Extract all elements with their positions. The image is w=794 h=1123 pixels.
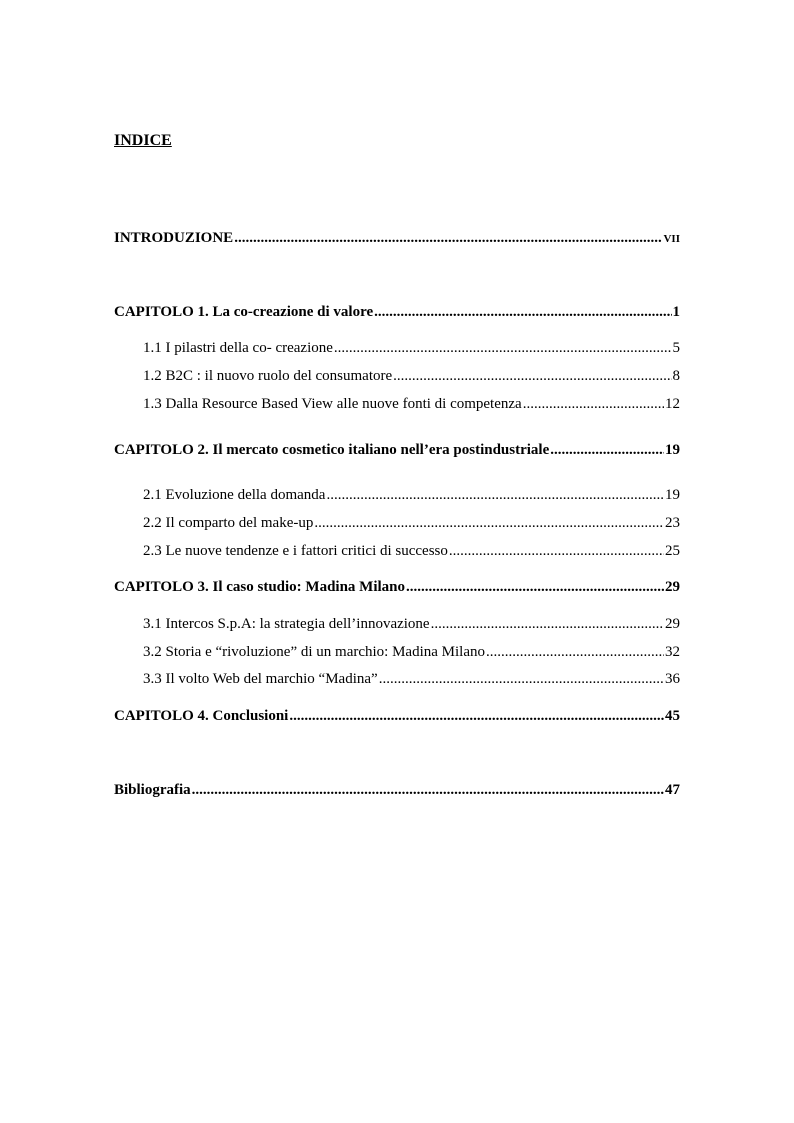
toc-entry-page: 25 xyxy=(665,543,680,559)
dot-leader xyxy=(406,577,664,597)
toc-entry-chapter-4[interactable] xyxy=(114,706,680,726)
toc-entry-page: 32 xyxy=(665,644,680,660)
toc-entry-label: CAPITOLO 3. Il caso studio: Madina Milano xyxy=(114,579,406,595)
toc-entry-introduzione[interactable] xyxy=(114,228,680,249)
toc-entry-chapter-1[interactable] xyxy=(114,302,680,322)
toc-entry-page: 23 xyxy=(665,515,680,531)
toc-entry-label: INTRODUZIONE xyxy=(114,230,234,246)
dot-leader xyxy=(314,513,664,533)
toc-entry-label: Bibliografia xyxy=(114,782,191,798)
dot-leader xyxy=(431,614,664,634)
toc-entry-page: 45 xyxy=(665,708,680,724)
dot-leader xyxy=(374,302,671,322)
toc-entry-section-2-2[interactable] xyxy=(143,513,680,533)
toc-entry-label: 3.1 Intercos S.p.A: la strategia dell’innovazione xyxy=(143,616,430,632)
dot-leader xyxy=(192,780,664,800)
toc-entry-page: VII xyxy=(663,233,680,245)
toc-entry-page: 8 xyxy=(672,368,680,384)
toc-entry-label: CAPITOLO 1. La co-creazione di valore xyxy=(114,304,374,320)
toc-entry-page: 5 xyxy=(672,340,680,356)
toc-entry-page: 36 xyxy=(665,671,680,687)
page-title: INDICE xyxy=(114,132,172,149)
toc-entry-section-1-3[interactable] xyxy=(143,394,680,414)
dot-leader xyxy=(326,485,664,505)
dot-leader xyxy=(379,669,664,689)
toc-entry-page: 19 xyxy=(665,442,680,458)
toc-entry-section-1-1[interactable] xyxy=(143,338,680,358)
toc-entry-label: 1.2 B2C : il nuovo ruolo del consumatore xyxy=(143,368,393,384)
toc-entry-page: 1 xyxy=(672,304,680,320)
toc-entry-label: 3.3 Il volto Web del marchio “Madina” xyxy=(143,671,378,687)
dot-leader xyxy=(449,541,664,561)
toc-entry-page: 29 xyxy=(665,616,680,632)
toc-entry-label: 3.2 Storia e “rivoluzione” di un marchio: Madina Milano xyxy=(143,644,485,660)
toc-entry-section-3-2[interactable] xyxy=(143,642,680,662)
toc-entry-label: 2.2 Il comparto del make-up xyxy=(143,515,314,531)
toc-entry-section-2-1[interactable] xyxy=(143,485,680,505)
dot-leader xyxy=(289,706,664,726)
dot-leader xyxy=(523,394,664,414)
toc-entry-bibliografia[interactable] xyxy=(114,780,680,800)
toc-entry-section-3-3[interactable] xyxy=(143,669,680,689)
toc-entry-section-3-1[interactable] xyxy=(143,614,680,634)
dot-leader xyxy=(234,228,662,248)
toc-entry-page: 29 xyxy=(665,579,680,595)
toc-entry-chapter-3[interactable] xyxy=(114,577,680,597)
toc-entry-label: CAPITOLO 4. Conclusioni xyxy=(114,708,289,724)
toc-entry-label: 2.1 Evoluzione della domanda xyxy=(143,487,326,503)
toc-entry-section-2-3[interactable] xyxy=(143,541,680,561)
dot-leader xyxy=(486,642,664,662)
toc-entry-section-1-2[interactable] xyxy=(143,366,680,386)
toc-entry-label: 2.3 Le nuove tendenze e i fattori critici di successo xyxy=(143,543,448,559)
toc-entry-page: 47 xyxy=(665,782,680,798)
toc-entry-page: 12 xyxy=(665,396,680,412)
dot-leader xyxy=(550,440,664,460)
toc-entry-chapter-2[interactable] xyxy=(114,440,680,460)
toc-entry-label: CAPITOLO 2. Il mercato cosmetico italiano nell’era postindustriale xyxy=(114,442,550,458)
toc-entry-label: 1.1 I pilastri della co- creazione xyxy=(143,340,333,356)
dot-leader xyxy=(393,366,671,386)
toc-entry-label: 1.3 Dalla Resource Based View alle nuove fonti di competenza xyxy=(143,396,522,412)
toc-entry-page: 19 xyxy=(665,487,680,503)
dot-leader xyxy=(334,338,672,358)
